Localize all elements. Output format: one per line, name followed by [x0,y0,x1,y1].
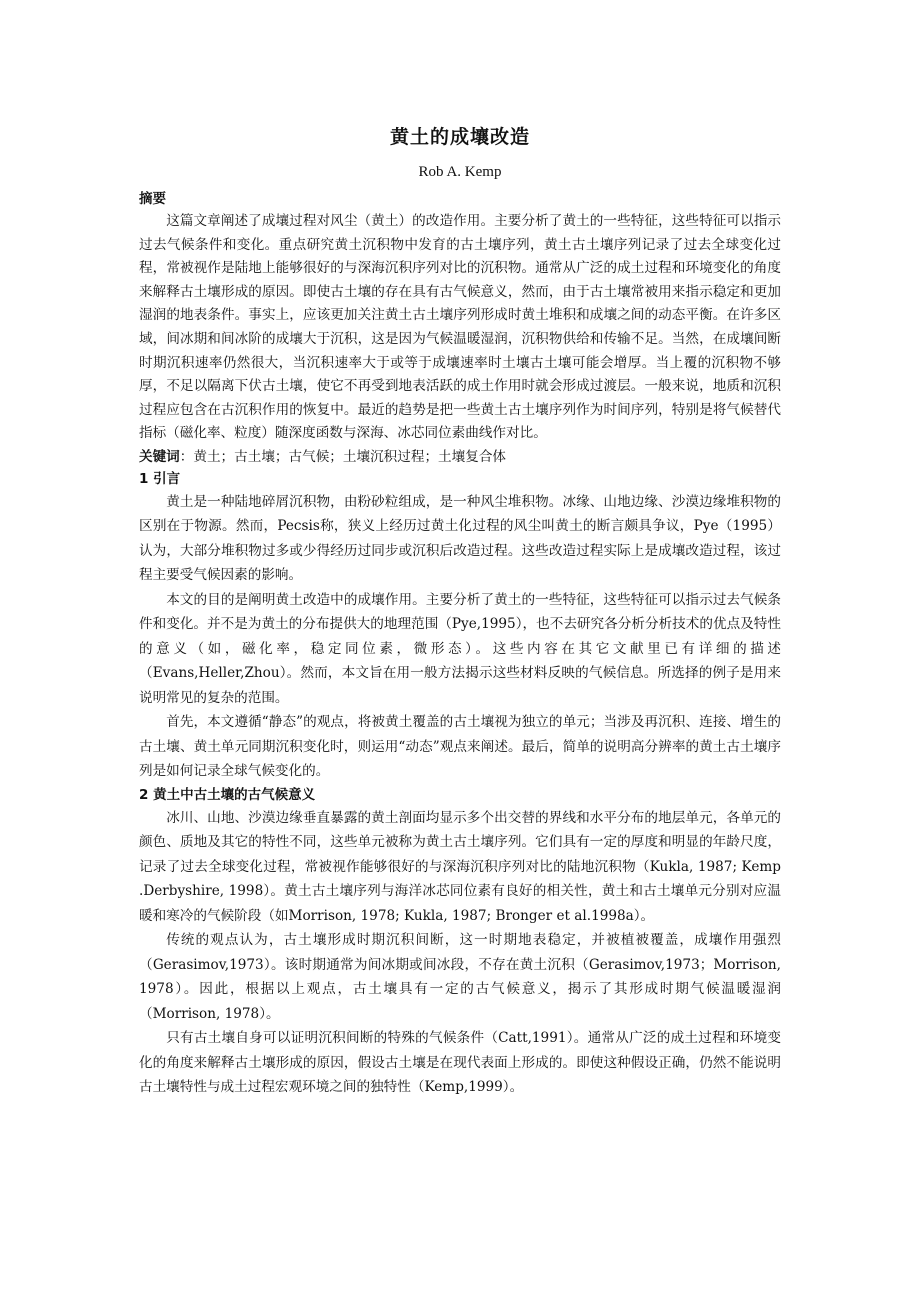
abstract-heading: 摘要 [139,191,166,207]
document-page [139,0,781,1100]
paragraph: 只有古土壤自身可以证明沉积间断的特殊的气候条件（Catt,1991）。通常从广泛的成土过程和环境变化的角度来解释古土壤形成的原因，假设古土壤是在现代表面上形成的。即使这种假设正确，仍然不能说明古土壤特性与成土过程宏观环境之间的独特性（Kemp,1999）。 [139,1030,781,1096]
paragraph: 首先，本文遵循“静态”的观点，将被黄土覆盖的古土壤视为独立的单元；当涉及再沉积、连接、增生的古土壤、黄土单元同期沉积变化时，则运用“动态”观点来阐述。最后，简单的说明高分辨率的黄土古土壤序列是如何记录全球气候变化的。 [139,714,781,780]
paper-title: 黄土的成壤改造 [389,126,530,148]
section-heading-introduction: 1 引言 [139,470,181,487]
paragraph: 传统的观点认为，古土壤形成时期沉积间断，这一时期地表稳定，并被植被覆盖，成壤作用强烈（Gerasimov,1973）。该时期通常为间冰期或间冰段，不存在黄土沉积（Gerasimov,1973；Morrison, 1978）。因此，根据以上观点，古土壤具有一定的古气候意义，揭示了其形成时期气候温暖湿润（Morrison, 1978）。 [139,932,781,1022]
section-heading-paleoclimate: 2 黄土中古土壤的古气候意义 [139,786,316,803]
paper-author: Rob A. Kemp [418,164,502,180]
keywords-text: ：黄土；古土壤；古气候；土壤沉积过程；土壤复合体 [179,448,507,465]
abstract-text: 这篇文章阐述了成壤过程对风尘（黄土）的改造作用。主要分析了黄土的一些特征，这些特征可以指示过去气候条件和变化。重点研究黄土沉积物中发育的古土壤序列，黄土古土壤序列记录了过去全球变化过程，常被视作是陆地上能够很好的与深海沉积序列对比的沉积物。通常从广泛的成土过程和环境变化的角度来解释古土壤形成的原因。即使古土壤的存在具有古气候意义，然而，由于古土壤常被用来指示稳定和更加湿润的地表条件。事实上，应该更加关注黄土古土壤序列形成时黄土堆积和成壤之间的动态平衡。在许多区域，间冰期和间冰阶的成壤大于沉积，这是因为气候温暖湿润，沉积物供给和传输不足。当然，在成壤间断时期沉积速率仍然很大，当沉积速率大于或等于成壤速率时土壤古土壤可能会增厚。当上覆的沉积物不够厚，不足以隔离下伏古土壤，使它不再受到地表活跃的成土作用时就会形成过渡层。一般来说，地质和沉积过程应包含在古沉积作用的恢复中。最近的趋势是把一些黄土古土壤序列作为时间序列，特别是将气候替代指标（磁化率、粒度）随深度函数与深海、冰芯同位素曲线作对比。 [139,213,781,442]
paragraph: 冰川、山地、沙漠边缘垂直暴露的黄土剖面均显示多个出交替的界线和水平分布的地层单元，各单元的颜色、质地及其它的特性不同，这些单元被称为黄土古土壤序列。它们具有一定的厚度和明显的年龄尺度，记录了过去全球变化过程，常被视作能够很好的与深海沉积序列对比的陆地沉积物（Kukla, 1987; Kemp .Derbyshire, 1998）。黄土古土壤序列与海洋冰芯同位素有良好的相关性，黄土和古土壤单元分别对应温暖和寒冷的气候阶段（如Morrison, 1978; Kukla, 1987; Bronger et al.1998a）。 [139,809,781,924]
keywords-line [139,446,781,468]
paragraph: 本文的目的是阐明黄土改造中的成壤作用。主要分析了黄土的一些特征，这些特征可以指示过去气候条件和变化。并不是为黄土的分布提供大的地理范围（Pye,1995），也不去研究各分析分析技术的优点及特性的意义（如，磁化率，稳定同位素，微形态）。这些内容在其它文献里已有详细的描述（Evans,Heller,Zhou）。然而，本文旨在用一般方法揭示这些材料反映的气候信息。所选择的例子是用来说明常见的复杂的范围。 [139,591,781,706]
paragraph: 黄土是一种陆地碎屑沉积物，由粉砂粒组成，是一种风尘堆积物。冰缘、山地边缘、沙漠边缘堆积物的区别在于物源。然而，Pecsis称，狭义上经历过黄土化过程的风尘叫黄土的断言颇具争议，Pye（1995）认为，大部分堆积物过多或少得经历过同步或沉积后改造过程。这些改造过程实际上是成壤改造过程，该过程主要受气候因素的影响。 [139,493,781,584]
keywords-label: 关键词 [139,448,180,465]
